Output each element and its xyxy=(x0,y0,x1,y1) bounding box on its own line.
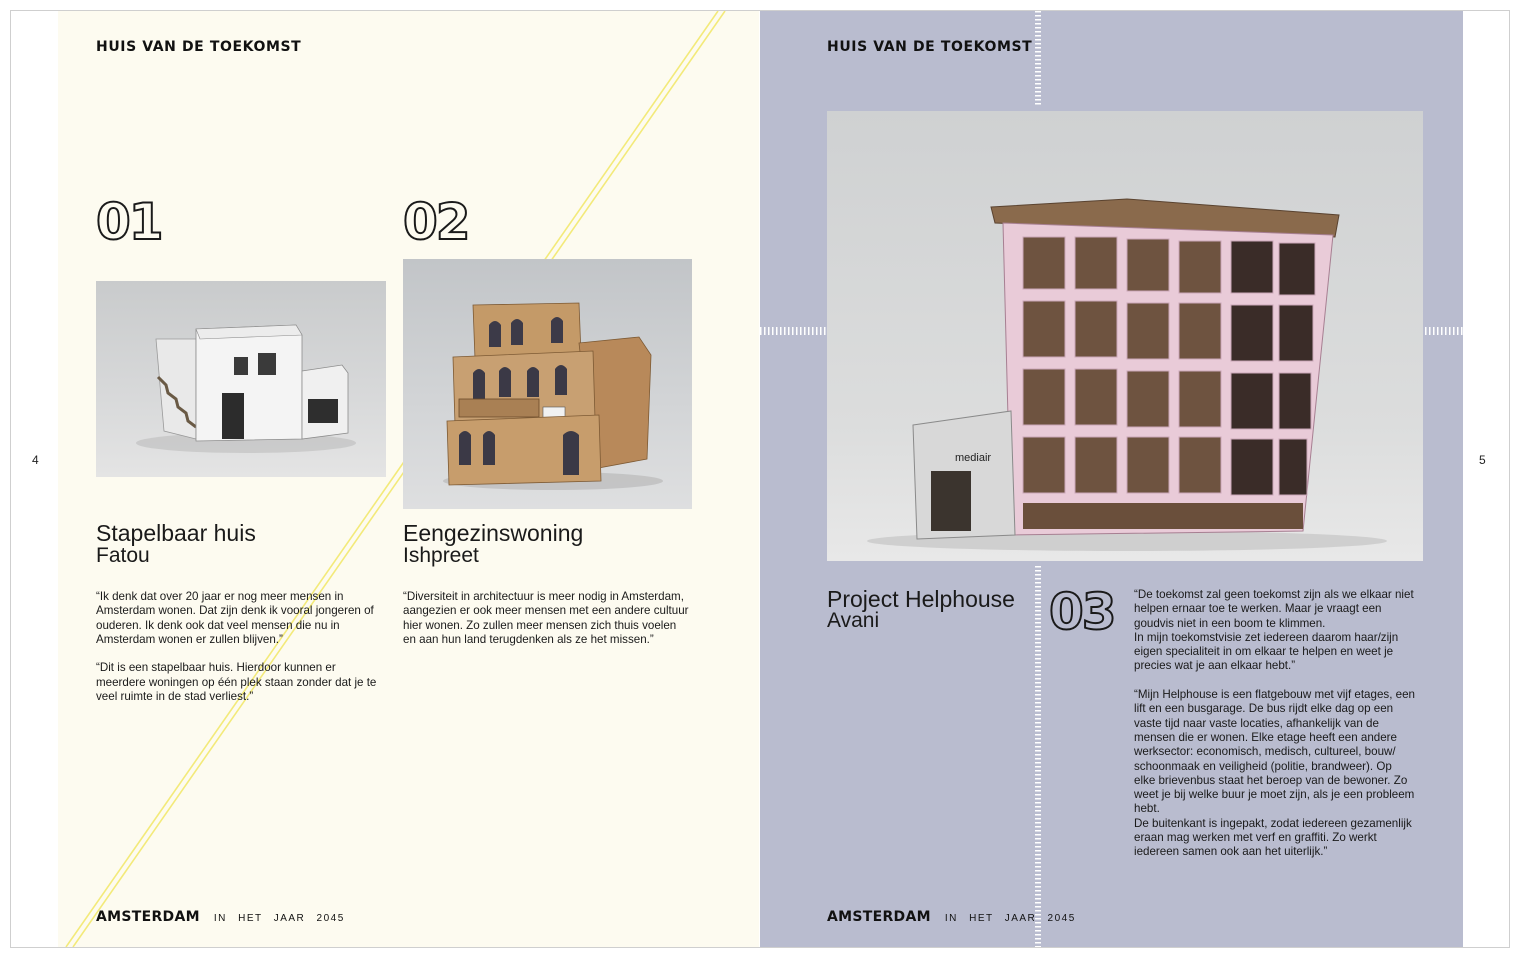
project-author-01: Fatou xyxy=(96,544,150,567)
footer-tagline: IN HET JAAR 2045 xyxy=(213,913,345,924)
project-title-02: Eengezinswoning xyxy=(403,520,584,546)
project-author-03: Avani xyxy=(827,609,880,632)
right-page xyxy=(760,11,1463,947)
page-number-right: 5 xyxy=(1479,453,1486,467)
footer-brand: AMSTERDAM xyxy=(96,909,200,925)
page-number-left: 4 xyxy=(32,453,39,467)
project-number-01: 01 xyxy=(96,193,162,251)
project-title-01: Stapelbaar huis xyxy=(96,520,256,546)
project-text-02: “Diversiteit in architectuur is meer nodig in Amsterdam, aangezien er ook meer mensen met een andere cultuur hier wonen. Zo zullen meer mensen zich thuis voelen en aan hun land terugdenken als ze het missen.” xyxy=(403,590,689,646)
model-sign-text: mediair xyxy=(955,452,992,464)
photo-helphouse-model xyxy=(827,111,1423,561)
footer-tagline-right: IN HET JAAR 2045 xyxy=(944,913,1076,924)
project-number-03: 03 xyxy=(1049,583,1115,641)
project-text-01: “Ik denk dat over 20 jaar er nog meer mensen in Amsterdam wonen. Dat zijn denk ik vooral jongeren of ouderen. Ik denk ook dat veel mensen die nu in Amsterdam wonen er zullen blijven.” “Dit is een stapelbaar huis. Hierdoor kunnen er meerdere woningen op één plek staan zonder dat je te veel ruimte in de stad verliest.” xyxy=(96,590,377,704)
running-head-right: HUIS VAN DE TOEKOMST xyxy=(827,39,1033,55)
photo-white-cardboard-house xyxy=(96,281,386,477)
running-head: HUIS VAN DE TOEKOMST xyxy=(96,39,302,55)
project-author-02: Ishpreet xyxy=(403,544,479,567)
footer-right xyxy=(827,909,1076,925)
project-number-02: 02 xyxy=(403,193,469,251)
project-title-03: Project Helphouse xyxy=(827,586,1015,612)
photo-brown-cardboard-house xyxy=(403,259,692,509)
footer-brand-right: AMSTERDAM xyxy=(827,909,931,925)
footer-left xyxy=(96,909,345,925)
project-text-03: “De toekomst zal geen toekomst zijn als we elkaar niet helpen ernaar toe te werken. Maar je vraagt een goudvis niet in een boom te klimmen. In mijn toekomstvisie zet iedereen daarom haar/zijn eigen specialiteit in om elkaar te helpen en weet je precies wat je aan elkaar hebt.” “Mijn Helphouse is een flatgebouw met vijf etages, een lift en een busgarage. De bus rijdt elke dag op een vaste tijd naar vaste locaties, afhankelijk van de mensen die er wonen. Elke etage heeft een andere werksector: economisch, medisch, cultureel, bouw/ schoonmaak en veiligheid (politie, brandweer). Op elke brievenbus staat het beroep van de bewoner. Zo weet je bij welke buur je moet zijn, als je een probleem hebt. De buitenkant is ingepakt, zodat iedereen gezamenlijk eraan mag werken met verf en graffiti. Zo werkt iedereen samen ook aan het uiterlijk.” xyxy=(1134,588,1415,859)
left-page xyxy=(58,11,759,947)
